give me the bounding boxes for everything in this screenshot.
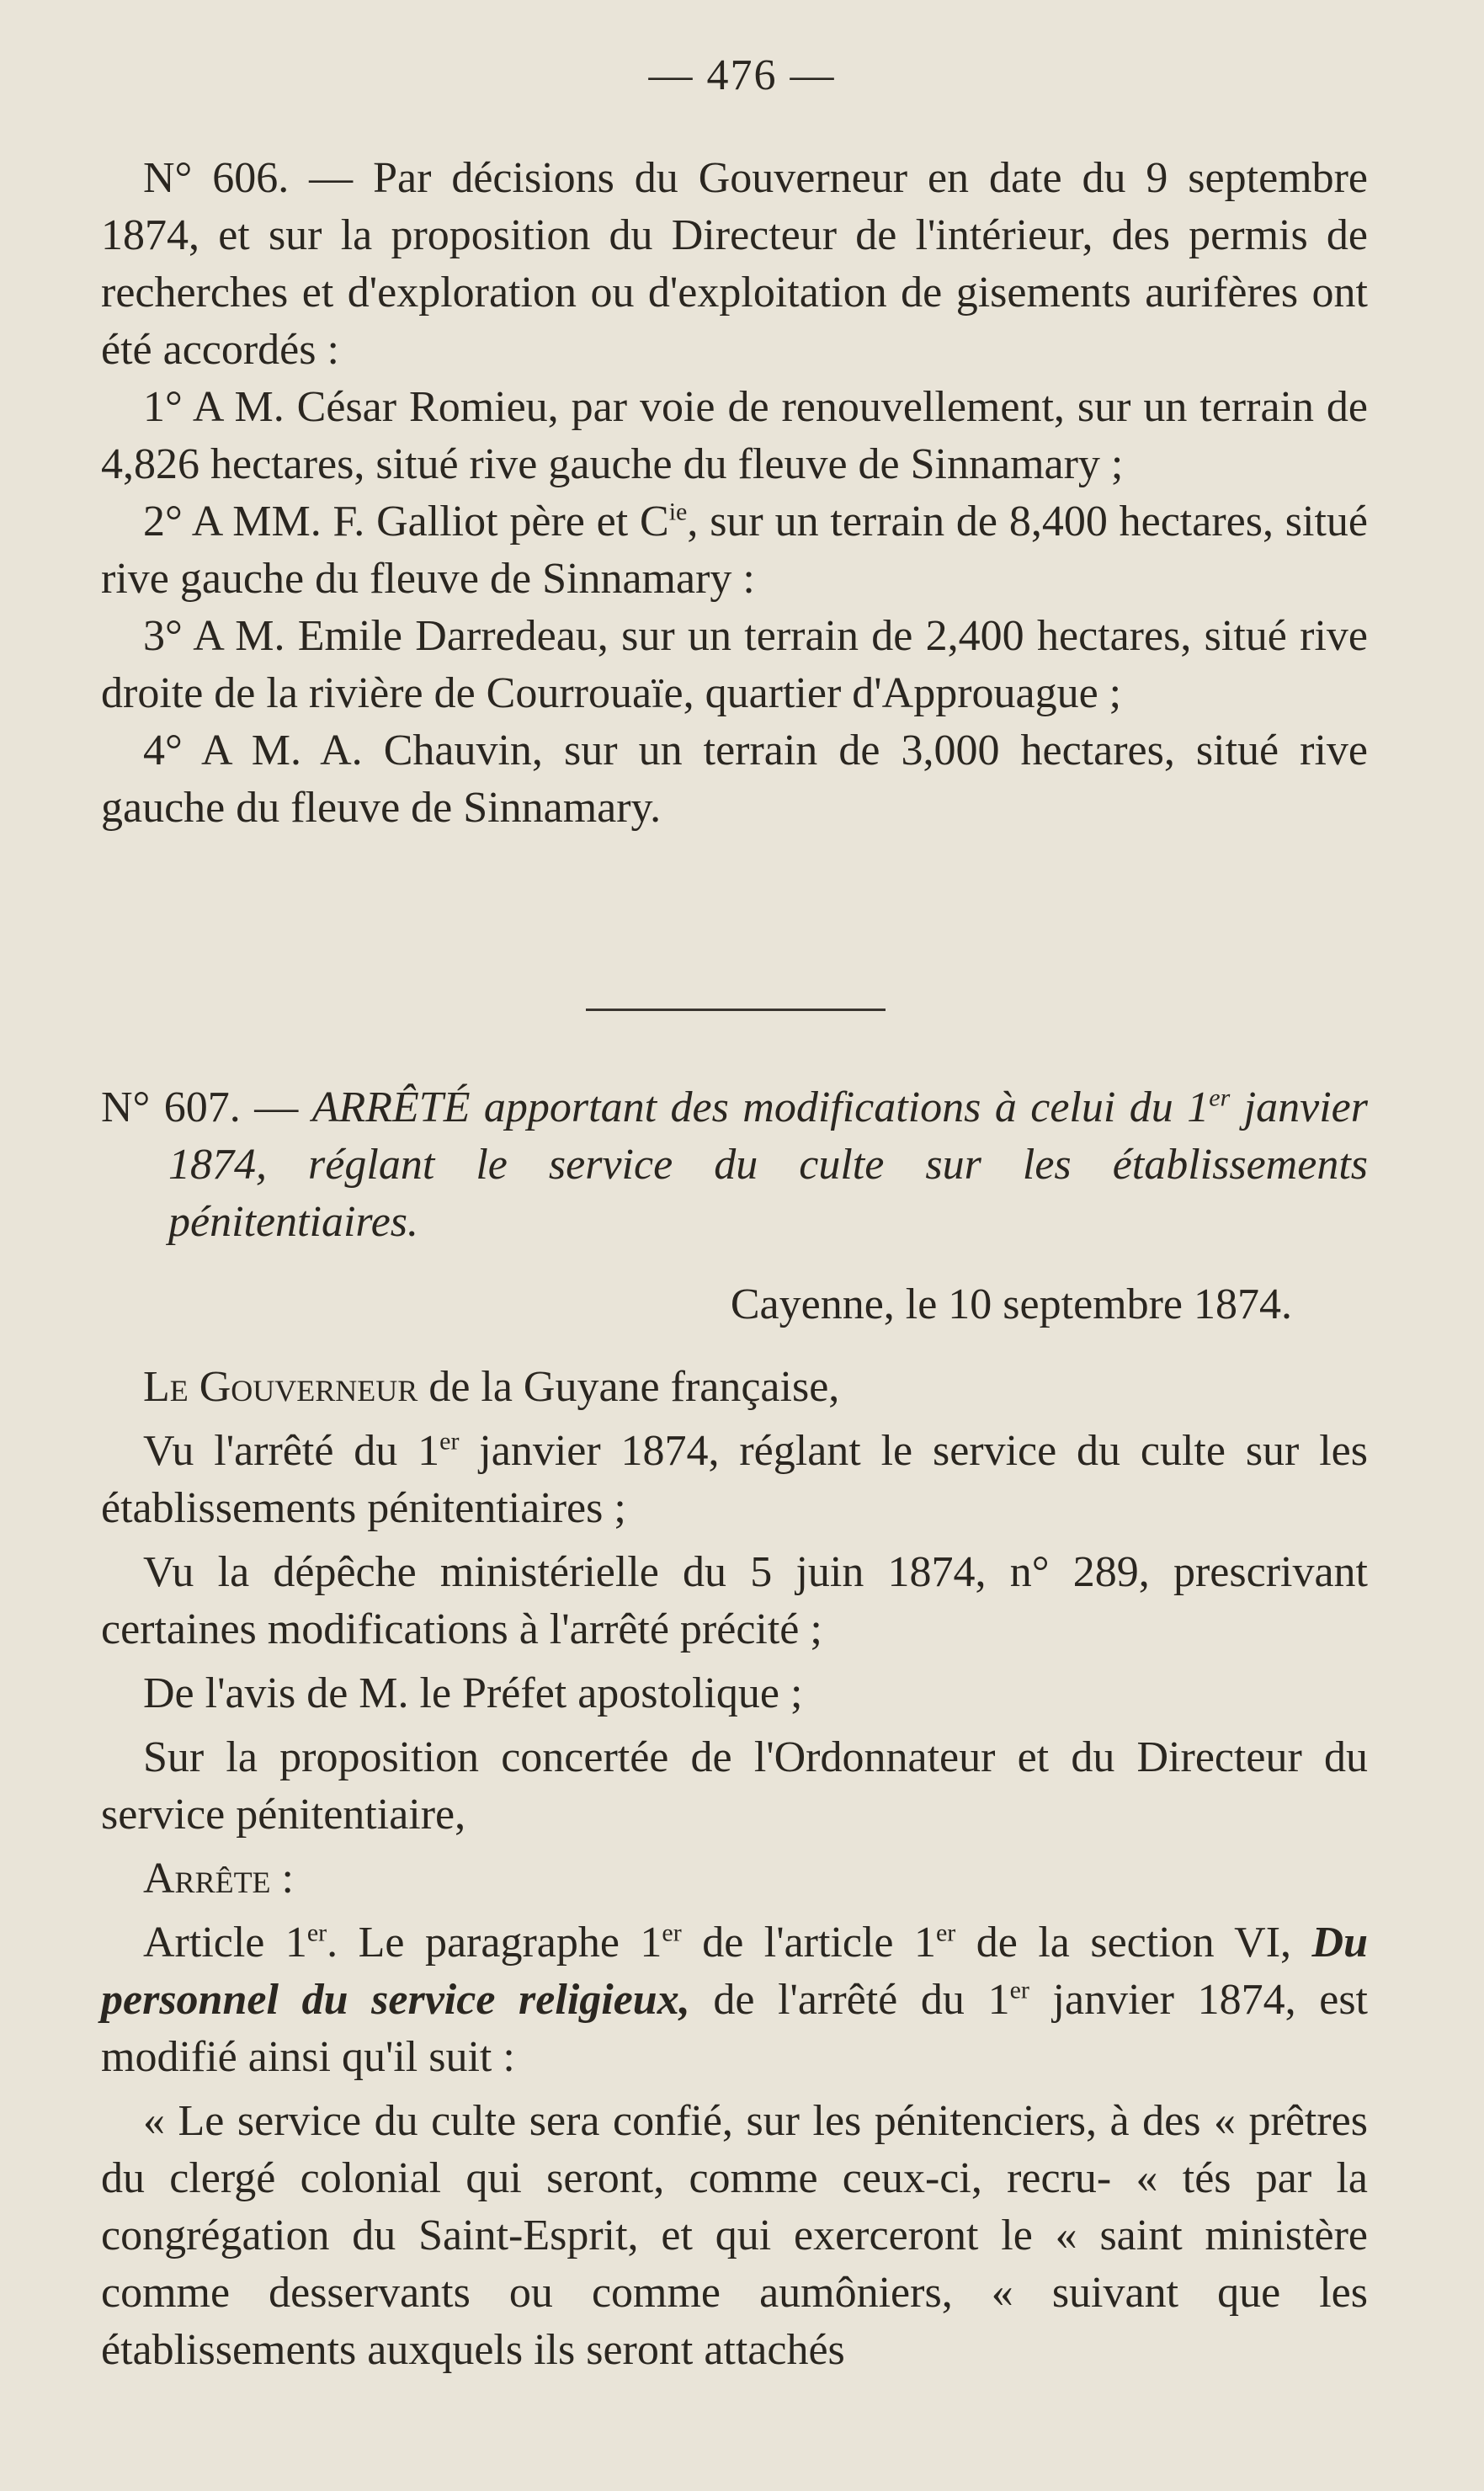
section-606-text: Par décisions du Gouverneur en date du 9 septembre 1874, et sur la proposition du Directeur de l'intérieur, des permis de recherches et d'exploration ou d'exploitation de gisements aurifères ont été accordés :: [101, 154, 1368, 374]
vu-paragraph: Vu la dépêche ministérielle du 5 juin 1874, n° 289, prescrivant certaines modifications à l'arrêté précité ;: [101, 1548, 1368, 1653]
quoted-text: « Le service du culte sera confié, sur les pénitenciers, à des « prêtres du clergé colonial qui seront, comme ceux-ci, recru- « tés par la congrégation du Saint-Esprit, et qui exerceront le « saint ministère comme desservants ou comme aumôniers, « suivant que les établissements auxquels ils seront attachés: [101, 2097, 1368, 2374]
dateline: Cayenne, le 10 septembre 1874.: [730, 1280, 1292, 1328]
paragraph-606-intro: [101, 150, 1368, 379]
list-item: 4° A M. A. Chauvin, sur un terrain de 3,000 hectares, situé rive gauche du fleuve de Sinnamary.: [101, 727, 1368, 832]
list-item: 3° A M. Emile Darredeau, sur un terrain de 2,400 hectares, situé rive droite de la rivière de Courrouaïe, quartier d'Approuague ;: [101, 612, 1368, 717]
section-606: [101, 150, 1368, 837]
proposition-paragraph: Sur la proposition concertée de l'Ordonnateur et du Directeur du service pénitentiaire,: [101, 1733, 1368, 1839]
list-item: 2° A MM. F. Galliot père et $C^{ie}$, sur un terrain de 8,400 hectares, situé rive gauche du fleuve de Sinnamary :: [101, 498, 1368, 603]
avis-paragraph: De l'avis de M. le Préfet apostolique ;: [143, 1669, 803, 1717]
vu-paragraph: Vu l'arrêté du 1er janvier 1874, réglant le service du culte sur les établissements pénitentiaires ;: [101, 1427, 1368, 1532]
arrete-heading: Arrête :: [143, 1855, 294, 1903]
governor-line: Le Gouverneur de la Guyane française,: [143, 1363, 840, 1411]
section-607: [101, 1079, 1368, 2379]
section-divider: [586, 1009, 886, 1011]
section-607-number: N° 607. —: [101, 1083, 299, 1131]
section-606-number: N° 606. —: [143, 154, 354, 202]
article-1: Article 1er. Le paragraphe 1er de l'article 1er de la section VI, Du personnel du service religieux, de l'arrêté du 1er janvier 1874, est modifié ainsi qu'il suit :: [101, 1919, 1369, 2081]
page-number: — 476 —: [648, 51, 836, 99]
section-607-heading: N° 607. — ARRÊTÉ apportant des modifications à celui du 1er janvier 1874, réglant le service du culte sur les établissements pénitentiaires.: [101, 1083, 1368, 1246]
list-item: 1° A M. César Romieu, par voie de renouvellement, sur un terrain de 4,826 hectares, situé rive gauche du fleuve de Sinnamary ;: [101, 383, 1368, 488]
